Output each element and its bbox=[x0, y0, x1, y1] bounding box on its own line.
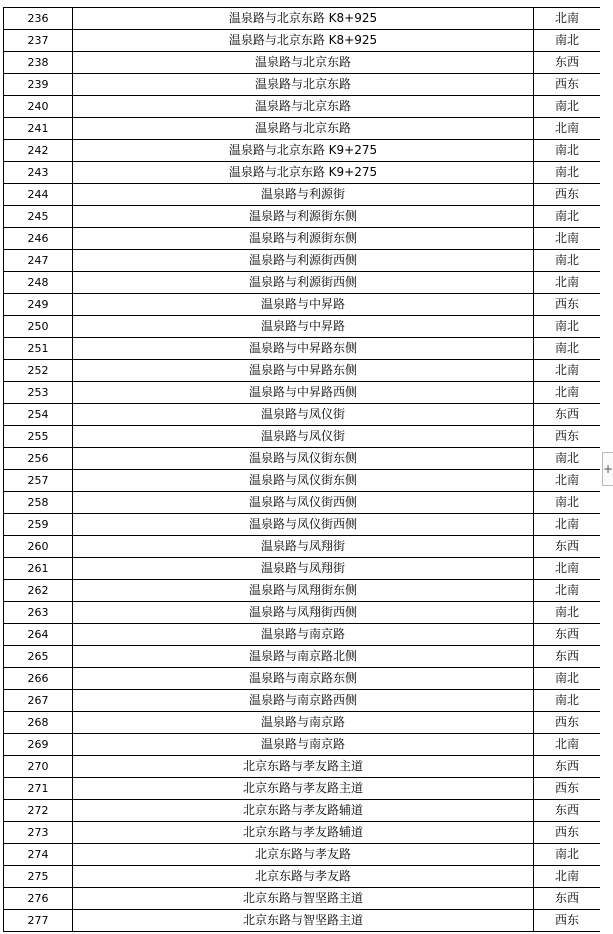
road-name-cell[interactable]: 温泉路与南京路北侧 bbox=[73, 646, 534, 668]
direction-cell[interactable]: 西东 bbox=[534, 778, 601, 800]
row-number-cell[interactable]: 255 bbox=[4, 426, 73, 448]
row-number-cell[interactable]: 254 bbox=[4, 404, 73, 426]
road-name-cell[interactable]: 温泉路与凤仪街东侧 bbox=[73, 448, 534, 470]
direction-cell[interactable]: 西东 bbox=[534, 74, 601, 96]
direction-cell[interactable]: 北南 bbox=[534, 866, 601, 888]
row-number-cell[interactable]: 258 bbox=[4, 492, 73, 514]
road-name-cell[interactable]: 温泉路与凤仪街 bbox=[73, 426, 534, 448]
table-row bbox=[4, 272, 601, 294]
row-number-cell[interactable]: 257 bbox=[4, 470, 73, 492]
direction-cell[interactable]: 南北 bbox=[534, 492, 601, 514]
table-row bbox=[4, 800, 601, 822]
direction-cell[interactable]: 北南 bbox=[534, 118, 601, 140]
row-number-cell[interactable]: 273 bbox=[4, 822, 73, 844]
row-number-cell[interactable]: 265 bbox=[4, 646, 73, 668]
table-row bbox=[4, 778, 601, 800]
row-number-cell[interactable]: 251 bbox=[4, 338, 73, 360]
road-name-cell[interactable]: 温泉路与中昇路东侧 bbox=[73, 338, 534, 360]
road-name-cell[interactable]: 温泉路与凤翔街西侧 bbox=[73, 602, 534, 624]
road-name-cell[interactable]: 北京东路与孝友路主道 bbox=[73, 778, 534, 800]
road-name-cell[interactable]: 温泉路与南京路 bbox=[73, 624, 534, 646]
direction-cell[interactable]: 北南 bbox=[534, 8, 601, 30]
road-name-cell[interactable]: 温泉路与北京东路 bbox=[73, 118, 534, 140]
table-row bbox=[4, 250, 601, 272]
direction-cell[interactable]: 北南 bbox=[534, 514, 601, 536]
direction-cell[interactable]: 北南 bbox=[534, 558, 601, 580]
table-row bbox=[4, 580, 601, 602]
row-number-cell[interactable]: 242 bbox=[4, 140, 73, 162]
row-number-cell[interactable]: 241 bbox=[4, 118, 73, 140]
row-number-cell[interactable]: 243 bbox=[4, 162, 73, 184]
road-name-cell[interactable]: 北京东路与智坚路主道 bbox=[73, 888, 534, 910]
table-row bbox=[4, 294, 601, 316]
road-name-cell[interactable]: 温泉路与凤翔街 bbox=[73, 558, 534, 580]
road-name-cell[interactable]: 北京东路与智坚路主道 bbox=[73, 910, 534, 932]
road-name-cell[interactable]: 温泉路与南京路东侧 bbox=[73, 668, 534, 690]
table-row bbox=[4, 668, 601, 690]
row-number-cell[interactable]: 237 bbox=[4, 30, 73, 52]
direction-cell[interactable]: 东西 bbox=[534, 404, 601, 426]
direction-cell[interactable]: 西东 bbox=[534, 426, 601, 448]
road-name-cell[interactable]: 温泉路与北京东路 K9+275 bbox=[73, 162, 534, 184]
row-number-cell[interactable]: 249 bbox=[4, 294, 73, 316]
direction-cell[interactable]: 西东 bbox=[534, 184, 601, 206]
table-row bbox=[4, 162, 601, 184]
road-name-cell[interactable]: 温泉路与北京东路 bbox=[73, 74, 534, 96]
road-name-cell[interactable]: 温泉路与利源街西侧 bbox=[73, 250, 534, 272]
road-name-cell[interactable]: 温泉路与北京东路 K8+925 bbox=[73, 8, 534, 30]
road-name-cell[interactable]: 北京东路与孝友路辅道 bbox=[73, 822, 534, 844]
direction-cell[interactable]: 南北 bbox=[534, 206, 601, 228]
road-name-cell[interactable]: 温泉路与凤翔街 bbox=[73, 536, 534, 558]
road-name-cell[interactable]: 北京东路与孝友路 bbox=[73, 844, 534, 866]
table-row bbox=[4, 206, 601, 228]
direction-cell[interactable]: 南北 bbox=[534, 602, 601, 624]
direction-cell[interactable]: 东西 bbox=[534, 756, 601, 778]
row-number-cell[interactable]: 271 bbox=[4, 778, 73, 800]
road-name-cell[interactable]: 温泉路与南京路西侧 bbox=[73, 690, 534, 712]
table-row bbox=[4, 118, 601, 140]
table-row bbox=[4, 30, 601, 52]
row-number-cell[interactable]: 274 bbox=[4, 844, 73, 866]
direction-cell[interactable]: 北南 bbox=[534, 382, 601, 404]
table-row bbox=[4, 338, 601, 360]
table-row bbox=[4, 448, 601, 470]
table-row bbox=[4, 822, 601, 844]
table-row bbox=[4, 910, 601, 932]
row-number-cell[interactable]: 267 bbox=[4, 690, 73, 712]
table-row bbox=[4, 756, 601, 778]
table-row bbox=[4, 514, 601, 536]
direction-cell[interactable]: 南北 bbox=[534, 30, 601, 52]
row-number-cell[interactable]: 240 bbox=[4, 96, 73, 118]
road-name-cell[interactable]: 温泉路与凤仪街东侧 bbox=[73, 470, 534, 492]
table-row bbox=[4, 866, 601, 888]
direction-cell[interactable]: 西东 bbox=[534, 294, 601, 316]
road-name-cell[interactable]: 温泉路与凤仪街西侧 bbox=[73, 492, 534, 514]
direction-cell[interactable]: 西东 bbox=[534, 910, 601, 932]
row-number-cell[interactable]: 264 bbox=[4, 624, 73, 646]
road-name-cell[interactable]: 温泉路与南京路 bbox=[73, 734, 534, 756]
table-row bbox=[4, 536, 601, 558]
table-row bbox=[4, 470, 601, 492]
direction-cell[interactable]: 北南 bbox=[534, 228, 601, 250]
direction-cell[interactable]: 西东 bbox=[534, 712, 601, 734]
table-row bbox=[4, 140, 601, 162]
table-row bbox=[4, 624, 601, 646]
row-number-cell[interactable]: 248 bbox=[4, 272, 73, 294]
table-row bbox=[4, 712, 601, 734]
table-row bbox=[4, 404, 601, 426]
direction-cell[interactable]: 东西 bbox=[534, 888, 601, 910]
road-name-cell[interactable]: 北京东路与孝友路辅道 bbox=[73, 800, 534, 822]
table-row bbox=[4, 888, 601, 910]
road-name-cell[interactable]: 温泉路与凤仪街西侧 bbox=[73, 514, 534, 536]
row-number-cell[interactable]: 250 bbox=[4, 316, 73, 338]
row-number-cell[interactable]: 259 bbox=[4, 514, 73, 536]
row-number-cell[interactable]: 245 bbox=[4, 206, 73, 228]
road-name-cell[interactable]: 温泉路与北京东路 bbox=[73, 96, 534, 118]
row-number-cell[interactable]: 246 bbox=[4, 228, 73, 250]
plus-icon: + bbox=[602, 462, 613, 476]
direction-cell[interactable]: 东西 bbox=[534, 536, 601, 558]
direction-cell[interactable]: 南北 bbox=[534, 250, 601, 272]
direction-cell[interactable]: 东西 bbox=[534, 624, 601, 646]
table-row bbox=[4, 426, 601, 448]
table-row bbox=[4, 228, 601, 250]
row-number-cell[interactable]: 238 bbox=[4, 52, 73, 74]
row-number-cell[interactable]: 253 bbox=[4, 382, 73, 404]
road-name-cell[interactable]: 北京东路与孝友路主道 bbox=[73, 756, 534, 778]
direction-cell[interactable]: 北南 bbox=[534, 272, 601, 294]
table-row bbox=[4, 382, 601, 404]
direction-cell[interactable]: 南北 bbox=[534, 690, 601, 712]
direction-cell[interactable]: 南北 bbox=[534, 316, 601, 338]
road-name-cell[interactable]: 温泉路与中昇路东侧 bbox=[73, 360, 534, 382]
row-number-cell[interactable]: 260 bbox=[4, 536, 73, 558]
direction-cell[interactable]: 西东 bbox=[534, 822, 601, 844]
direction-cell[interactable]: 南北 bbox=[534, 448, 601, 470]
direction-cell[interactable]: 南北 bbox=[534, 162, 601, 184]
row-number-cell[interactable]: 262 bbox=[4, 580, 73, 602]
direction-cell[interactable]: 南北 bbox=[534, 668, 601, 690]
direction-cell[interactable]: 北南 bbox=[534, 360, 601, 382]
row-number-cell[interactable]: 236 bbox=[4, 8, 73, 30]
road-name-cell[interactable]: 北京东路与孝友路 bbox=[73, 866, 534, 888]
direction-cell[interactable]: 南北 bbox=[534, 338, 601, 360]
road-name-cell[interactable]: 温泉路与利源街东侧 bbox=[73, 206, 534, 228]
row-number-cell[interactable]: 276 bbox=[4, 888, 73, 910]
row-number-cell[interactable]: 266 bbox=[4, 668, 73, 690]
row-number-cell[interactable]: 263 bbox=[4, 602, 73, 624]
row-number-cell[interactable]: 247 bbox=[4, 250, 73, 272]
row-number-cell[interactable]: 239 bbox=[4, 74, 73, 96]
row-number-cell[interactable]: 261 bbox=[4, 558, 73, 580]
direction-cell[interactable]: 南北 bbox=[534, 140, 601, 162]
row-number-cell[interactable]: 252 bbox=[4, 360, 73, 382]
road-name-cell[interactable]: 温泉路与北京东路 bbox=[73, 52, 534, 74]
row-number-cell[interactable]: 269 bbox=[4, 734, 73, 756]
direction-cell[interactable]: 东西 bbox=[534, 800, 601, 822]
road-name-cell[interactable]: 温泉路与利源街 bbox=[73, 184, 534, 206]
road-name-cell[interactable]: 温泉路与南京路 bbox=[73, 712, 534, 734]
direction-cell[interactable]: 北南 bbox=[534, 734, 601, 756]
table-row bbox=[4, 690, 601, 712]
direction-cell[interactable]: 东西 bbox=[534, 646, 601, 668]
row-number-cell[interactable]: 244 bbox=[4, 184, 73, 206]
road-name-cell[interactable]: 温泉路与凤仪街 bbox=[73, 404, 534, 426]
table-row bbox=[4, 602, 601, 624]
row-number-cell[interactable]: 272 bbox=[4, 800, 73, 822]
table-row bbox=[4, 558, 601, 580]
row-number-cell[interactable]: 275 bbox=[4, 866, 73, 888]
table-row bbox=[4, 646, 601, 668]
road-name-cell[interactable]: 温泉路与中昇路 bbox=[73, 316, 534, 338]
intersection-table bbox=[3, 7, 601, 932]
table-row bbox=[4, 52, 601, 74]
road-name-cell[interactable]: 温泉路与凤翔街东侧 bbox=[73, 580, 534, 602]
road-name-cell[interactable]: 温泉路与北京东路 K8+925 bbox=[73, 30, 534, 52]
expand-panel-button[interactable] bbox=[602, 452, 613, 486]
road-name-cell[interactable]: 温泉路与中昇路西侧 bbox=[73, 382, 534, 404]
table-row bbox=[4, 74, 601, 96]
direction-cell[interactable]: 北南 bbox=[534, 580, 601, 602]
road-name-cell[interactable]: 温泉路与北京东路 K9+275 bbox=[73, 140, 534, 162]
table-row bbox=[4, 8, 601, 30]
table-row bbox=[4, 360, 601, 382]
table-row bbox=[4, 96, 601, 118]
row-number-cell[interactable]: 277 bbox=[4, 910, 73, 932]
table-row bbox=[4, 316, 601, 338]
road-name-cell[interactable]: 温泉路与中昇路 bbox=[73, 294, 534, 316]
road-name-cell[interactable]: 温泉路与利源街东侧 bbox=[73, 228, 534, 250]
table-row bbox=[4, 844, 601, 866]
row-number-cell[interactable]: 256 bbox=[4, 448, 73, 470]
table-row bbox=[4, 734, 601, 756]
row-number-cell[interactable]: 268 bbox=[4, 712, 73, 734]
direction-cell[interactable]: 南北 bbox=[534, 96, 601, 118]
direction-cell[interactable]: 东西 bbox=[534, 52, 601, 74]
direction-cell[interactable]: 北南 bbox=[534, 470, 601, 492]
road-name-cell[interactable]: 温泉路与利源街西侧 bbox=[73, 272, 534, 294]
row-number-cell[interactable]: 270 bbox=[4, 756, 73, 778]
table-row bbox=[4, 492, 601, 514]
table-row bbox=[4, 184, 601, 206]
direction-cell[interactable]: 南北 bbox=[534, 844, 601, 866]
table-body bbox=[4, 8, 601, 932]
